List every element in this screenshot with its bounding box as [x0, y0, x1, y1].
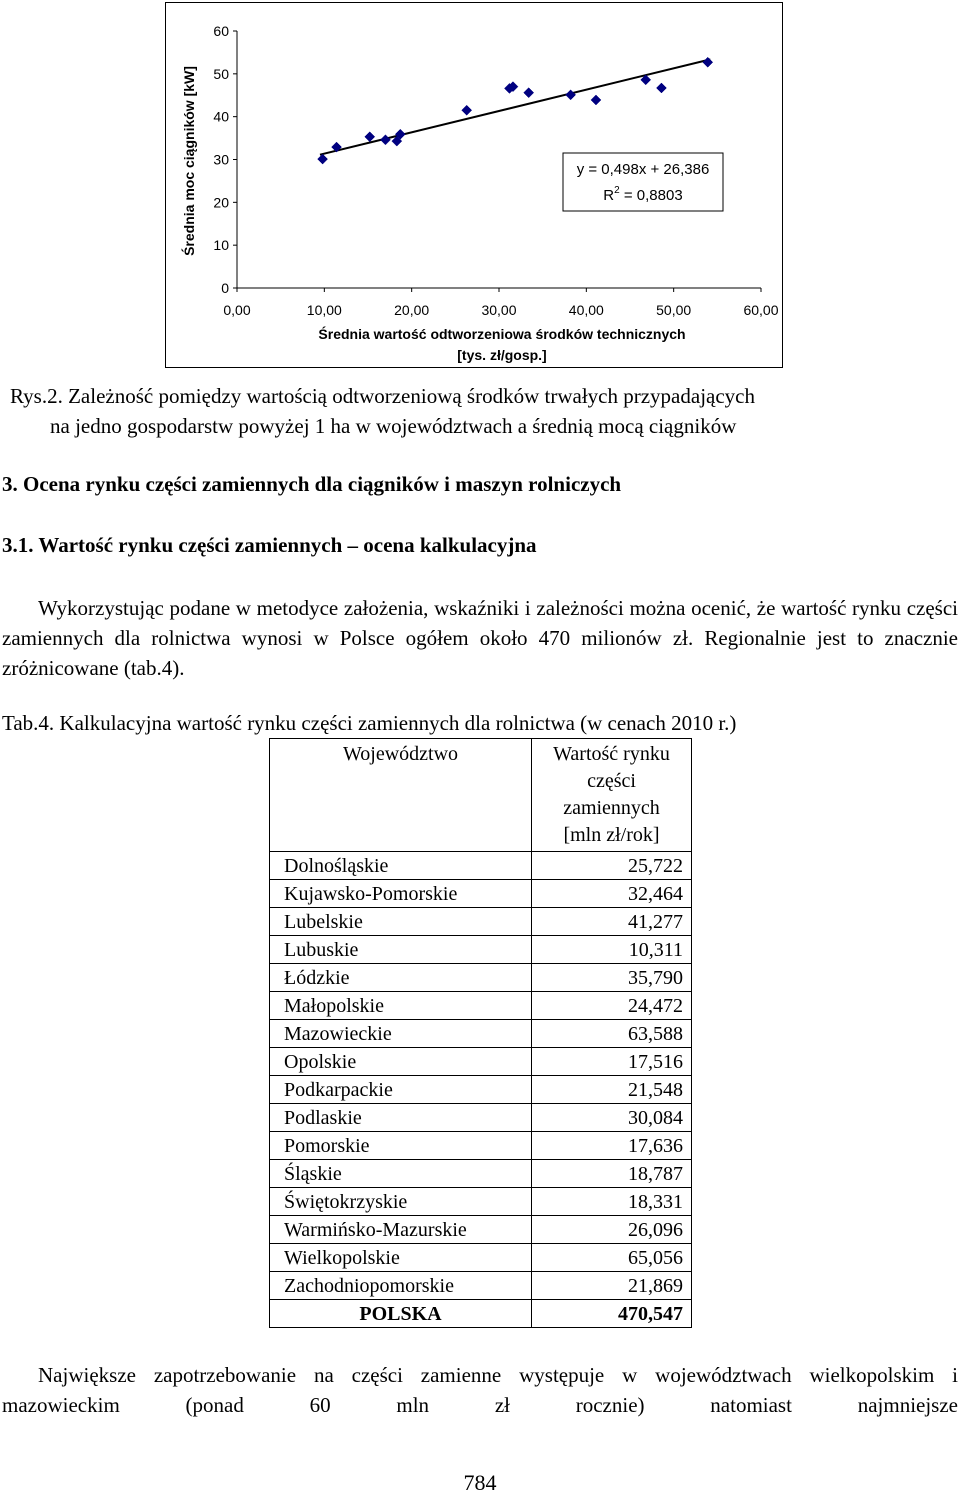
figure-caption-line1: Rys.2. Zależność pomiędzy wartością odtworzeniową środków trwałych przypadających	[10, 384, 755, 408]
x-tick-label: 40,00	[568, 302, 604, 318]
row-value: 17,516	[532, 1048, 692, 1076]
body-paragraph-1: Wykorzystując podane w metodyce założenia, wskaźniki i zależności można ocenić, że wartość rynku części zamiennych dla rolnictwa wynosi w Polsce ogółem około 470 milionów zł. Regionalnie jest to znacznie zróżnicowane (tab.4).	[2, 596, 958, 680]
data-point	[524, 88, 534, 98]
table-row	[270, 1132, 692, 1160]
x-tick-label: 30,00	[481, 302, 517, 318]
data-point	[462, 105, 472, 115]
x-tick-label: 10,00	[306, 302, 342, 318]
table-caption: Tab.4. Kalkulacyjna wartość rynku części zamiennych dla rolnictwa (w cenach 2010 r.)	[2, 711, 737, 735]
y-tick-label: 60	[213, 23, 229, 39]
row-value: 18,787	[532, 1160, 692, 1188]
row-value: 41,277	[532, 908, 692, 936]
row-value: 65,056	[532, 1244, 692, 1272]
page-number: 784	[463, 1470, 497, 1495]
row-name: Lubelskie	[270, 908, 532, 936]
section-heading: 3. Ocena rynku części zamiennych dla ciągników i maszyn rolniczych	[2, 472, 622, 496]
data-point	[318, 154, 328, 164]
data-point	[656, 83, 666, 93]
table-row	[270, 1272, 692, 1300]
row-name: Śląskie	[270, 1160, 532, 1188]
row-name: Łódzkie	[270, 964, 532, 992]
row-name: Warmińsko-Mazurskie	[270, 1216, 532, 1244]
row-name: Lubuskie	[270, 936, 532, 964]
row-name: Opolskie	[270, 1048, 532, 1076]
x-tick-label: 0,00	[223, 302, 251, 318]
row-value: 35,790	[532, 964, 692, 992]
trendline-layer	[320, 59, 710, 154]
table-row	[270, 1020, 692, 1048]
table-row	[270, 936, 692, 964]
trendline	[320, 59, 710, 154]
regression-equation: y = 0,498x + 26,386	[576, 161, 710, 178]
table-row	[270, 1076, 692, 1104]
table-row	[270, 852, 692, 880]
y-tick-label: 10	[213, 237, 229, 254]
total-value: 470,547	[532, 1300, 692, 1328]
x-tick-labels	[223, 302, 778, 318]
y-tick-label: 20	[213, 194, 229, 211]
header-market-value	[532, 739, 692, 852]
chart-canvas	[166, 3, 782, 367]
market-value-table	[269, 738, 692, 1328]
data-point	[591, 95, 601, 105]
data-point	[566, 90, 576, 100]
row-value: 24,472	[532, 992, 692, 1020]
table-header-row	[270, 739, 692, 852]
r-squared-value: = 0,8803	[619, 187, 683, 204]
x-tick-label: 60,00	[743, 302, 779, 318]
row-value: 21,869	[532, 1272, 692, 1300]
x-axis-label-line2: [tys. zł/gosp.]	[457, 347, 547, 363]
table-row	[270, 1216, 692, 1244]
row-value: 32,464	[532, 880, 692, 908]
table-row	[270, 880, 692, 908]
regression-box	[563, 153, 723, 211]
scatter-chart	[165, 2, 783, 368]
row-value: 10,311	[532, 936, 692, 964]
row-name: Kujawsko-Pomorskie	[270, 880, 532, 908]
table-row	[270, 964, 692, 992]
data-point	[365, 132, 375, 142]
row-name: Świętokrzyskie	[270, 1188, 532, 1216]
row-name: Podkarpackie	[270, 1076, 532, 1104]
y-axis-label: Średnia moc ciągników [kW]	[181, 66, 197, 256]
table-row	[270, 1048, 692, 1076]
y-tick-labels	[213, 23, 229, 296]
y-tick-label: 40	[213, 108, 229, 125]
figure-caption	[10, 381, 950, 441]
table-row	[270, 1244, 692, 1272]
r-squared-sup: 2	[614, 185, 620, 196]
table-total-row	[270, 1300, 692, 1328]
header-market-value-line2: części	[587, 770, 636, 792]
table-row	[270, 1160, 692, 1188]
x-tick-label: 50,00	[656, 302, 692, 318]
header-market-value-line4: [mln zł/rok]	[563, 824, 660, 846]
total-name: POLSKA	[270, 1300, 532, 1328]
y-tick-label: 50	[213, 65, 229, 82]
row-value: 18,331	[532, 1188, 692, 1216]
r-squared-prefix: R	[603, 187, 615, 204]
row-value: 17,636	[532, 1132, 692, 1160]
table-body	[270, 852, 692, 1328]
x-tick-label: 20,00	[394, 302, 430, 318]
row-name: Podlaskie	[270, 1104, 532, 1132]
header-voivodeship: Województwo	[270, 739, 532, 852]
y-tick-label: 0	[221, 280, 229, 296]
table-row	[270, 992, 692, 1020]
row-value: 63,588	[532, 1020, 692, 1048]
x-axis-label-line1: Średnia wartość odtworzeniowa środków technicznych	[318, 326, 686, 342]
row-value: 26,096	[532, 1216, 692, 1244]
subsection-heading: 3.1. Wartość rynku części zamiennych – ocena kalkulacyjna	[2, 533, 537, 557]
row-name: Wielkopolskie	[270, 1244, 532, 1272]
data-point	[380, 135, 390, 145]
table-row	[270, 1188, 692, 1216]
header-market-value-line3: zamiennych	[563, 797, 660, 819]
row-name: Zachodniopomorskie	[270, 1272, 532, 1300]
figure-caption-line2: na jedno gospodarstw powyżej 1 ha w województwach a średnią mocą ciągników	[50, 414, 737, 438]
row-name: Pomorskie	[270, 1132, 532, 1160]
header-market-value-line1: Wartość rynku	[553, 743, 670, 765]
row-value: 25,722	[532, 852, 692, 880]
body-paragraph-2: Największe zapotrzebowanie na części zamienne występuje w województwach wielkopolskim i mazowieckim (ponad 60 mln zł rocznie) natomiast najmniejsze	[2, 1363, 958, 1417]
row-name: Dolnośląskie	[270, 852, 532, 880]
row-value: 30,084	[532, 1104, 692, 1132]
y-tick-label: 30	[213, 151, 229, 168]
table-row	[270, 908, 692, 936]
row-name: Mazowieckie	[270, 1020, 532, 1048]
row-name: Małopolskie	[270, 992, 532, 1020]
data-point	[703, 57, 713, 67]
row-value: 21,548	[532, 1076, 692, 1104]
table-row	[270, 1104, 692, 1132]
